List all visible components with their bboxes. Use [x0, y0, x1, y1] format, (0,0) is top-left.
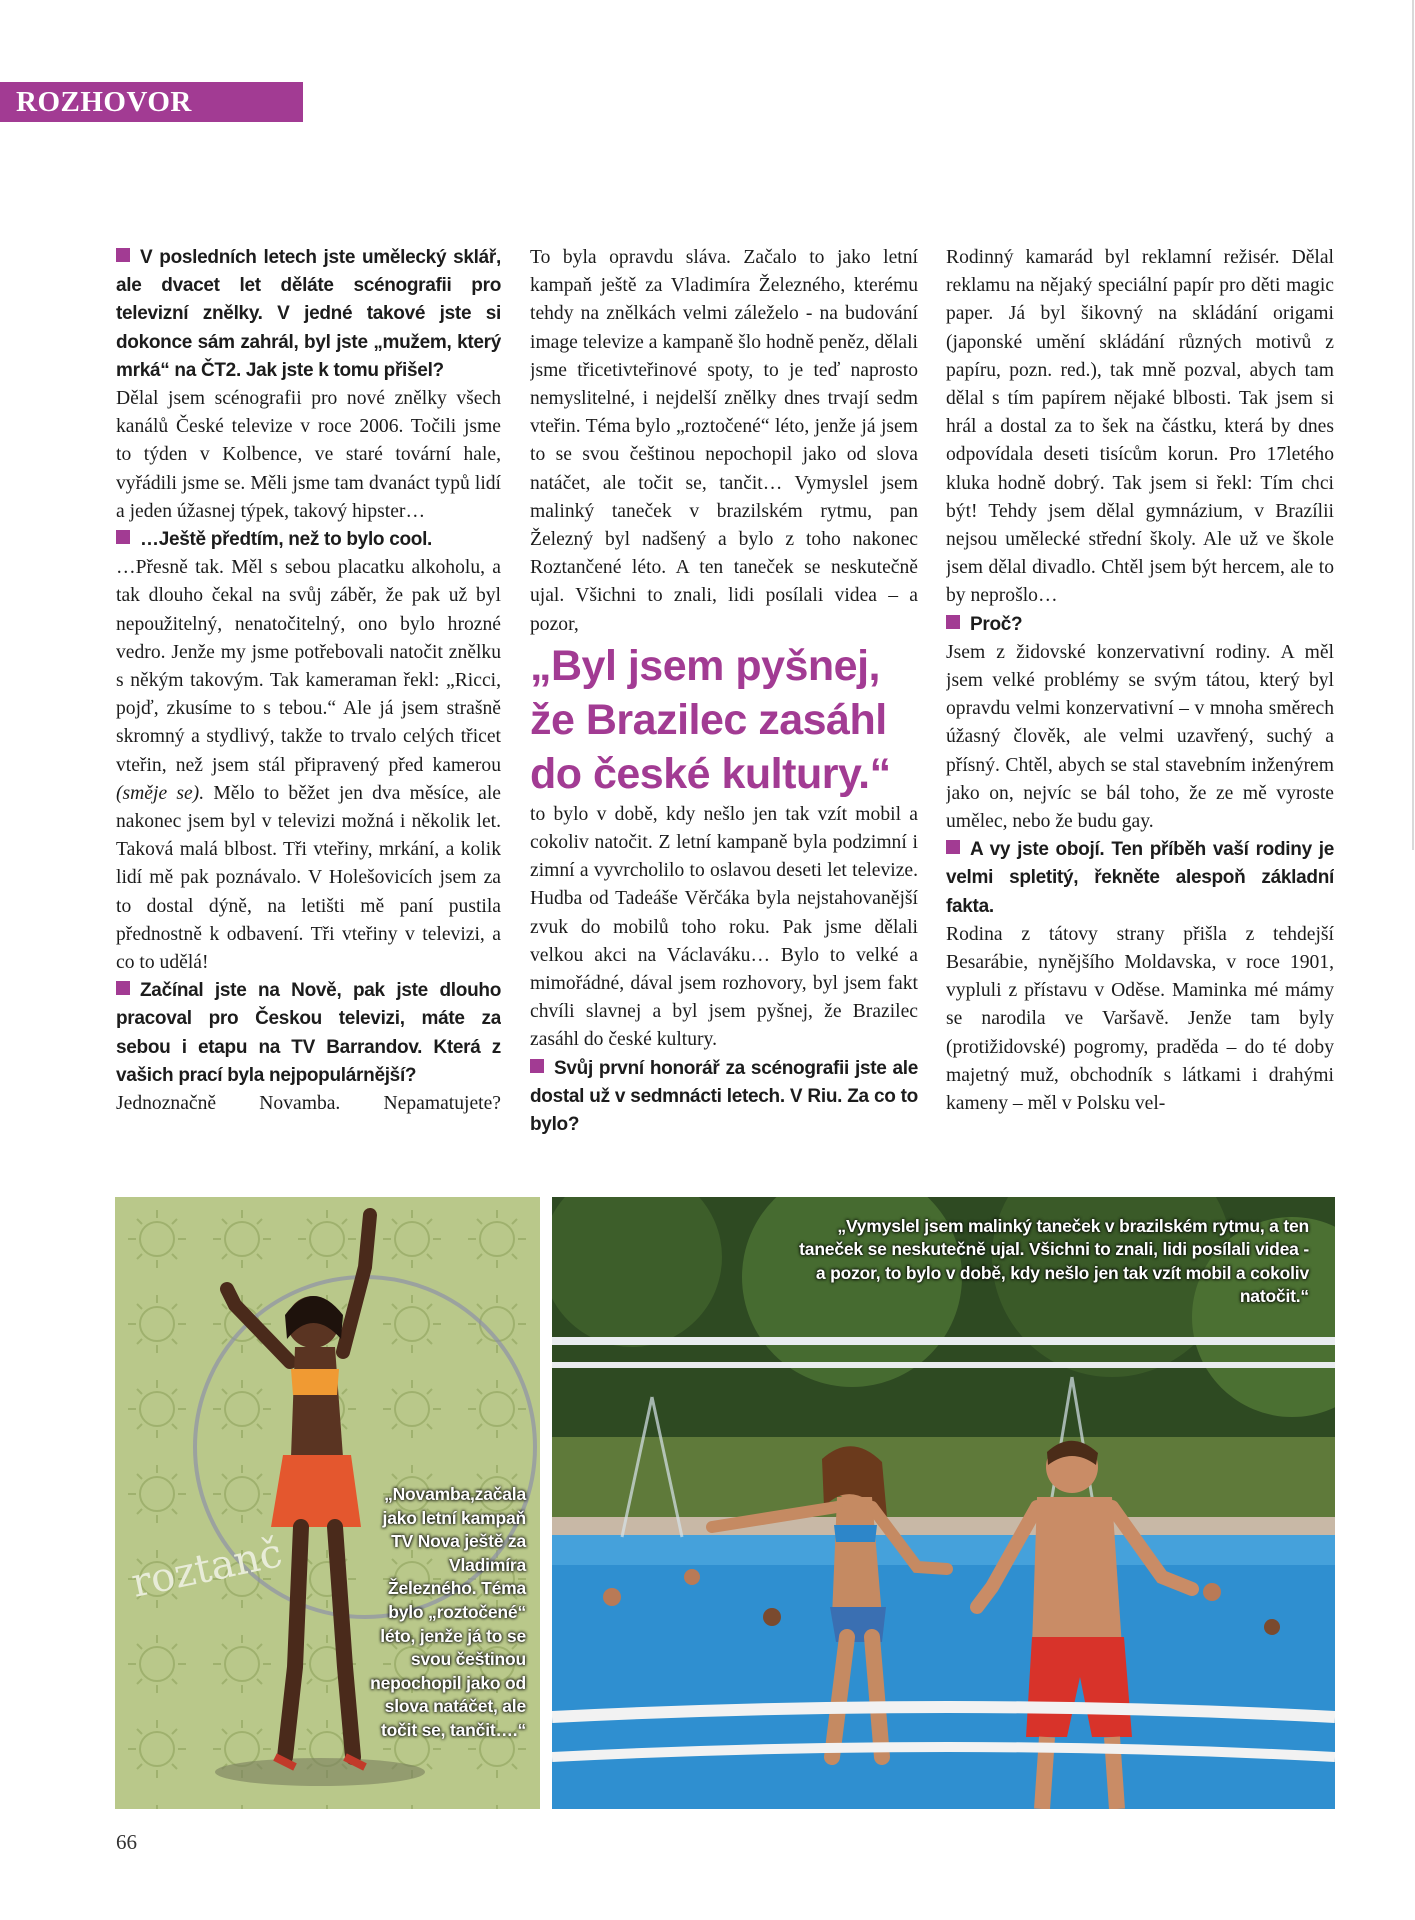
article-column-3 [946, 244, 1334, 1179]
pull-quote: „Byl jsem pyšnej, že Brazilec zasáhl do české kultury.“ [530, 641, 891, 798]
question-6: A vy jste obojí. Ten příběh vaší rodiny je velmi spletitý, řekněte alespoň základní fakta. [946, 839, 1334, 917]
answer-4: Rodinný kamarád byl reklamní režisér. Dělal reklamu na nějaký speciální papír pro děti magic paper. Já byl šikovný na skládání origami (japonské umění skládání různých motivů z papíru, pozn. red.), tak mně pozval, abych tam dělal s tím papírem nějaké blbosti. Tak jsem si hrál a dostal za to šek na částku, která by dnes odpovídala deseti tisícům korun. Pro 17letého kluka hodně dobrý. Tak jsem si řekl: Tím chci být! Tehdy jsem dělal gymnázium, v Brazílii nejsou umělecké střední školy. Ale už ve škole jsem dělal divadlo. Chtěl jsem být hercem, ale to by neprošlo… [946, 247, 1334, 607]
question-5: Proč? [946, 611, 1334, 639]
question-marker-icon [116, 248, 130, 262]
photo-dancer-stage [115, 1197, 540, 1809]
question-4: Svůj první honorář za scénografii jste ale dostal už v sedmnácti letech. V Riu. Za co to bylo? [530, 1057, 918, 1136]
photo-pool-dancers [552, 1197, 1335, 1809]
article-column-2 [530, 244, 918, 1179]
page-number: 66 [116, 1830, 137, 1854]
page-edge-divider [1412, 0, 1414, 850]
question-marker-icon [116, 981, 130, 995]
question-1: V posledních letech jste umělecký sklář, ale dvacet let děláte scénografii pro televizní znělky. V jedné takové jste si dokonce sám zahrál, byl jste „mužem, který mrká“ na ČT2. Jak jste k tomu přišel? [116, 247, 501, 381]
answer-1: Dělal jsem scénografii pro nové znělky všech kanálů České televize v roce 2006. Točili jsme to týden v Kolbence, ve staré tovární hale, vyřádili jsme se. Měli jsme tam dvanáct typů lidí a jeden úžasnej týpek, takový hipster… [116, 388, 501, 522]
answer-3: Jednoznačně Novamba. Nepamatujete? [116, 1093, 501, 1115]
question-marker-icon [116, 530, 130, 544]
question-3: Začínal jste na Nově, pak jste dlouho pracoval pro Českou televizi, máte za sebou i etapu na TV Barrandov. Která z vašich prací byla nejpopulárnější? [116, 980, 501, 1086]
question-2: …Ještě předtím, než to bylo cool. [116, 526, 501, 554]
answer-6: Rodina z tátovy strany přišla z tehdejší Besarábie, nynějšího Moldavska, v roce 1901, vypluli z přístavu v Oděse. Maminka mé mámy se narodila ve Varšavě. Jenže tam byly (protižidovské) pogromy, praděda – do té doby majetný muž, obchodník s látkami i drahými kameny – měl v Polsku vel- [946, 923, 1334, 1115]
svg-text:roztanč: roztanč [127, 1530, 287, 1607]
section-tag: ROZHOVOR [0, 82, 303, 122]
question-marker-icon [530, 1059, 544, 1073]
answer-3-continued: To byla opravdu sláva. Začalo to jako letní kampaň ještě za Vladimíra Železného, kterému tehdy na znělkách velmi záleželo - na budování image televize a kampaně šlo hodně peněz, dělali jsme třicetivteřinové spoty, to je teď naprosto nemyslitelné, i nejdelší znělky dnes trvají sedm vteřin. Téma bylo „roztočené“ léto, jenže já jsem to se svou češtinou nepochopil jako od slova natáčet, ale točit se, tančit… Vymyslel jsem malinký taneček v brazilském rytmu, pan Železný byl nadšený a bylo z toho nakonec Roztančené léto. A ten taneček se neskutečně ujal. Všichni to znali, lidi posílali videa – a pozor, [530, 247, 918, 635]
question-marker-icon [946, 840, 960, 854]
answer-3-continued-2: to bylo v době, kdy nešlo jen tak vzít mobil a cokoliv natočit. Z letní kampaně byla podzimní i zimní a vyvrcholilo to oslavou deseti let televize. Hudba od Tadeáše Věrčáka byla nejstahovanější zvuk do mobilů toho roku. Pak jsme dělali velkou akci na Václaváku… Bylo to velké a mimořádné, dával jsem rozhovory, byl jsem fakt chvíli slavnej a byl jsem pyšnej, že Brazilec zasáhl do české kultury. [530, 803, 918, 1051]
article-column-1 [116, 244, 501, 1179]
answer-5: Jsem z židovské konzervativní rodiny. A měl jsem velké problémy se svým tátou, který byl opravdu velmi konzervativní – v mnoha směrech úžasný člověk, ale velmi uzavřený, suchý a přísný. Chtěl, abych se stal stavebním inženýrem jako on, nejvíc se bál toho, že ze mě vyroste umělec, nebo že budu gay. [946, 641, 1334, 833]
question-marker-icon [946, 615, 960, 629]
photo-2-caption: „Vymyslel jsem malinký taneček v brazilském rytmu, a ten taneček se neskutečně ujal. Všichni to znali, lidi posílali videa - a pozor, to bylo v době, kdy nešlo jen tak vzít mobil a cokoliv natočit.“ [799, 1216, 1309, 1307]
answer-2: …Přesně tak. Měl s sebou placatku alkoholu, a tak dlouho čekal na svůj záběr, že pak už byl nepoužitelný, nenatočitelný, ono bylo hrozné vedro. Jenže my jsme potřebovali natočit znělku s někým takovým. Tak kameraman řekl: „Ricci, pojď, zkusíme to s tebou.“ Ale já jsem strašně skromný a stydlivý, takže to trvalo celých třicet vteřin, než jsem stál připravený před kamerou (směje se). Mělo to běžet jen dva měsíce, ale nakonec jsem byl v televizi možná i několik let. Taková malá blbost. Tři vteřiny, mrkání, a kolik lidí mě pak poznávalo. V Holešovicích jsem za to dostal dýně, na letišti mě paní pustila přednostně k odbavení. Tři vteřiny v televizi, a co to udělá! [116, 557, 501, 974]
photo-1-caption: „Novamba,začala jako letní kampaň TV Nova ještě za Vladimíra Železného. Téma bylo „roztočené“ léto, jenže já to se svou češtinou nepochopil jako od slova natáčet, ale točit se, tančit….“ [370, 1484, 526, 1740]
